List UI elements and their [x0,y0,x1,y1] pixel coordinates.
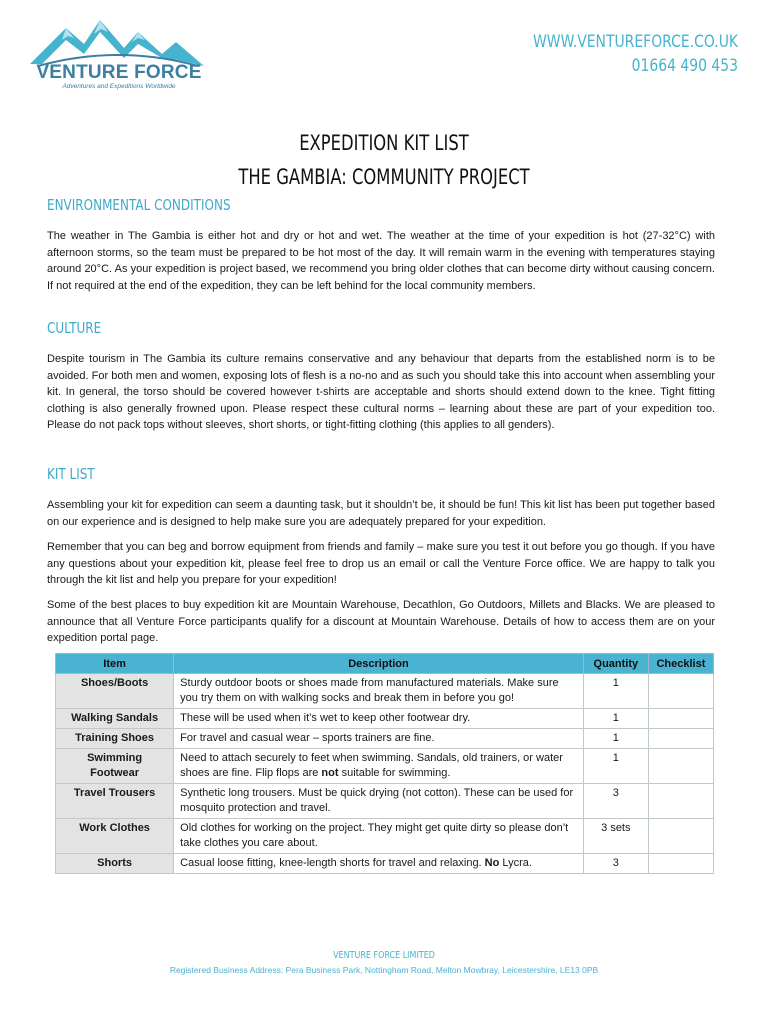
row-checklist-cell[interactable] [648,784,713,819]
description-emphasis: not [321,767,339,779]
row-checklist-cell[interactable] [648,854,713,874]
document-subtitle: THE GAMBIA: COMMUNITY PROJECT [238,165,530,189]
table-row [56,749,714,784]
row-item: Walking Sandals [56,709,174,729]
kitlist-paragraph-3: Some of the best places to buy expedition kit are Mountain Warehouse, Decathlon, Go Outdoors, Millets and Blacks. We are pleased to announce that all Venture Force participants qualify for a discount at Mountain Warehouse. Details of how to access them are on your expedition portal page. [47,599,715,644]
table-row [56,709,714,729]
culture-heading: CULTURE [47,319,102,337]
header-item: Item [56,654,174,674]
description-emphasis: No [484,857,500,869]
culture-paragraph: Despite tourism in The Gambia its culture remains conservative and any behaviour that departs from the established norm is to be avoided. For both men and women, exposing lots of flesh is a no-no and as such you should take this into account when assembling your kit. In general, the torso should be covered however t-shirts are acceptable and shorts should extend down to the knee. Tight fitting clothing is also generally frowned upon. Please respect these cultural norms – learning about these are part of your expedition too. Please do not pack tops without sleeves, short shorts, or tight-fitting clothing (this applies to all genders). [47,353,715,431]
kitlist-paragraph-2: Remember that you can beg and borrow equipment from friends and family – make sure you test it out before you go though. If you have any questions about your expedition kit, please feel free to drop us an email or call the Venture Force office. We are happy to talk you through the kit list and help you prepare for your expedition! [47,541,715,586]
row-item: Swimming Footwear [56,749,174,784]
description-text: Need to attach securely to feet when swimming. Sandals, old trainers, or water shoes are fine. Flip flops are [180,752,563,779]
row-item: Work Clothes [56,819,174,854]
header-checklist: Checklist [648,654,713,674]
row-checklist-cell[interactable] [648,709,713,729]
row-item: Training Shoes [56,729,174,749]
row-quantity: 3 [583,854,648,874]
row-checklist-cell[interactable] [648,674,713,709]
kitlist-heading: KIT LIST [47,465,95,483]
environment-heading: ENVIRONMENTAL CONDITIONS [47,196,231,214]
description-text: Casual loose fitting, knee-length shorts for travel and relaxing. [180,857,485,869]
kitlist-paragraph-1: Assembling your kit for expedition can seem a daunting task, but it shouldn’t be, it should be fun! This kit list has been put together based on our experience and is designed to help make sure you are adequately prepared for your expedition. [47,499,715,528]
header-quantity: Quantity [583,654,648,674]
row-quantity: 3 sets [583,819,648,854]
row-checklist-cell[interactable] [648,819,713,854]
header-description: Description [174,654,584,674]
table-row [56,854,714,874]
row-quantity: 1 [583,709,648,729]
row-quantity: 1 [583,749,648,784]
row-description: Synthetic long trousers. Must be quick drying (not cotton). These can be used for mosquito protection and travel. [174,784,584,819]
row-description [174,749,584,784]
contact-block [533,30,738,78]
table-row [56,819,714,854]
table-row [56,784,714,819]
row-description: Sturdy outdoor boots or shoes made from manufactured materials. Make sure you try them on with walking socks and break them in before you go! [174,674,584,709]
phone-number: 01664 490 453 [631,56,738,76]
environment-paragraph: The weather in The Gambia is either hot and dry or hot and wet. The weather at the time of your expedition is hot (27-32°C) with afternoon storms, so the team must be prepared to be hot most of the day. It will remain warm in the evening with temperatures staying around 20°C. As your expedition is project based, we recommend you bring older clothes that can become dirty without causing concern. If not required at the end of the expedition, they can be left behind for the local community members. [47,230,715,292]
table-row [56,729,714,749]
table-row [56,674,714,709]
row-checklist-cell[interactable] [648,729,713,749]
row-checklist-cell[interactable] [648,749,713,784]
footer-company: VENTURE FORCE LIMITED [333,950,435,961]
website-link[interactable]: WWW.VENTUREFORCE.CO.UK [532,32,738,52]
brand-name: VENTURE FORCE [36,62,202,83]
document-title: EXPEDITION KIT LIST [299,131,469,155]
row-item: Travel Trousers [56,784,174,819]
venture-force-logo [28,14,208,94]
brand-tagline: Adventures and Expeditions Worldwide [62,83,176,90]
table-header-row [56,654,714,674]
row-item: Shoes/Boots [56,674,174,709]
footer-address: Registered Business Address: Pera Business Park, Nottingham Road, Melton Mowbray, Leicestershire, LE13 0PB [169,965,599,975]
row-description: For travel and casual wear – sports trainers are fine. [174,729,584,749]
row-item: Shorts [56,854,174,874]
description-text: suitable for swimming. [338,767,451,779]
row-description: Old clothes for working on the project. They might get quite dirty so please don’t take clothes you care about. [174,819,584,854]
row-quantity: 3 [583,784,648,819]
description-text: Lycra. [499,857,532,869]
kit-table [55,653,714,874]
row-quantity: 1 [583,674,648,709]
row-description [174,854,584,874]
row-description: These will be used when it’s wet to keep other footwear dry. [174,709,584,729]
row-quantity: 1 [583,729,648,749]
